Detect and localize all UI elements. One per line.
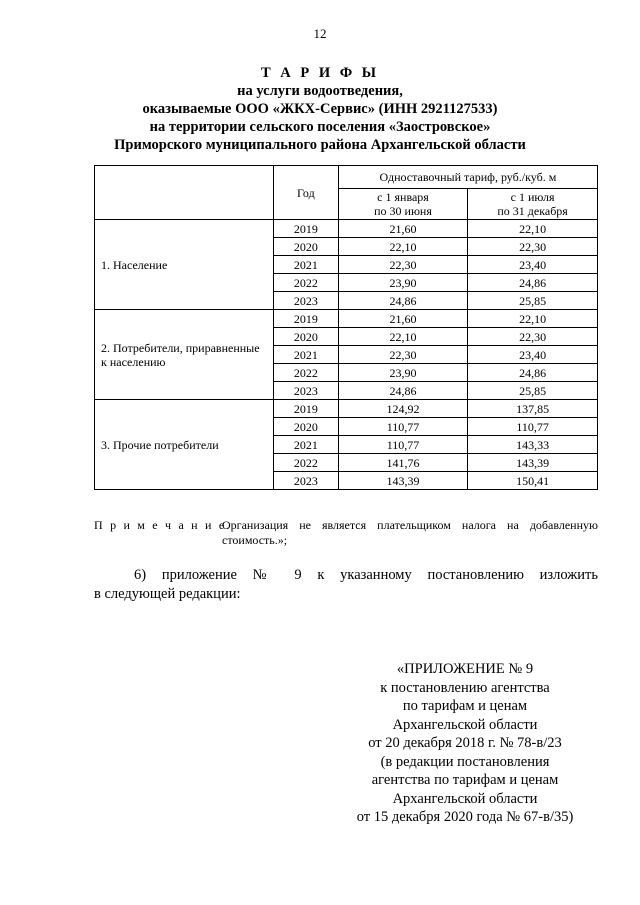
- tariff-h1-cell: 124,92: [338, 400, 467, 418]
- tariff-h2-cell: 137,85: [468, 400, 598, 418]
- year-cell: 2021: [274, 256, 339, 274]
- year-cell: 2023: [274, 472, 339, 490]
- header-period-1-line-1: с 1 января: [377, 190, 429, 204]
- appendix-line: Архангельской области: [392, 716, 538, 733]
- tariff-h2-cell: 25,85: [468, 382, 598, 400]
- year-cell: 2019: [274, 220, 339, 238]
- table-row: [95, 400, 598, 418]
- tariff-h2-cell: 23,40: [468, 346, 598, 364]
- tariff-h2-cell: 110,77: [468, 418, 598, 436]
- appendix-header: [310, 660, 620, 827]
- category-name-line: 2. Потребители, приравненные: [101, 340, 260, 355]
- year-cell: 2022: [274, 454, 339, 472]
- tariff-h1-cell: 143,39: [338, 472, 467, 490]
- tariff-h2-cell: 150,41: [468, 472, 598, 490]
- appendix-line: от 15 декабря 2020 года № 67-в/35): [356, 809, 574, 825]
- tariff-h1-cell: 110,77: [338, 436, 467, 454]
- amendment-paragraph: [94, 566, 598, 604]
- year-cell: 2020: [274, 418, 339, 436]
- year-cell: 2020: [274, 328, 339, 346]
- tariff-h2-cell: 143,39: [468, 454, 598, 472]
- tariff-h1-cell: 24,86: [338, 292, 467, 310]
- year-cell: 2019: [274, 310, 339, 328]
- tariff-h2-cell: 23,40: [468, 256, 598, 274]
- tariff-h1-cell: 141,76: [338, 454, 467, 472]
- title-line-1: Т А Р И Ф Ы: [260, 65, 380, 81]
- year-cell: 2021: [274, 436, 339, 454]
- category-name-line: 3. Прочие потребители: [101, 437, 219, 452]
- amendment-line-1: 6) приложение № 9 к указанному постановлению изложить: [134, 567, 598, 583]
- tariff-h1-cell: 24,86: [338, 382, 467, 400]
- tariff-h1-cell: 23,90: [338, 364, 467, 382]
- tariff-h1-cell: 23,90: [338, 274, 467, 292]
- table-row: [95, 220, 598, 238]
- category-name-line: 1. Население: [101, 257, 168, 272]
- header-period-2: [468, 189, 598, 220]
- tariff-h1-cell: 110,77: [338, 418, 467, 436]
- header-period-2-line-1: с 1 июля: [510, 190, 555, 204]
- year-cell: 2023: [274, 382, 339, 400]
- note-text: Организация не является плательщиком налога на добавленную стоимость.»;: [222, 518, 598, 547]
- appendix-line: от 20 декабря 2018 г. № 78-в/23: [368, 735, 562, 751]
- tariff-h2-cell: 24,86: [468, 274, 598, 292]
- appendix-line: (в редакции постановления: [380, 753, 550, 770]
- category-cell: [95, 400, 274, 490]
- year-cell: 2021: [274, 346, 339, 364]
- amendment-line-2: в следующей редакции:: [94, 586, 241, 602]
- tariff-h1-cell: 22,30: [338, 346, 467, 364]
- title-line-3: оказываемые ООО «ЖКХ-Сервис» (ИНН 2921127533): [142, 101, 498, 117]
- title-line-5: Приморского муниципального района Архангельской области: [114, 137, 526, 153]
- header-tariff: Одноставочный тариф, руб./куб. м: [338, 166, 597, 189]
- year-cell: 2020: [274, 238, 339, 256]
- note-label: П р и м е ч а н и е.: [94, 518, 232, 532]
- tariff-table: [94, 165, 598, 490]
- year-cell: 2019: [274, 400, 339, 418]
- appendix-line: к постановлению агентства: [380, 679, 550, 696]
- year-cell: 2023: [274, 292, 339, 310]
- tariff-h2-cell: 22,10: [468, 220, 598, 238]
- category-cell: [95, 220, 274, 310]
- tariff-h2-cell: 22,30: [468, 238, 598, 256]
- header-period-1: [338, 189, 467, 220]
- header-period-1-line-2: по 30 июня: [374, 204, 432, 218]
- category-cell: [95, 310, 274, 400]
- appendix-line: агентства по тарифам и ценам: [371, 772, 559, 788]
- tariff-h2-cell: 24,86: [468, 364, 598, 382]
- header-period-2-line-2: по 31 декабря: [497, 204, 568, 218]
- appendix-line: Архангельской области: [392, 790, 538, 807]
- tariff-h1-cell: 22,30: [338, 256, 467, 274]
- tariff-h1-cell: 22,10: [338, 328, 467, 346]
- title-line-4: на территории сельского поселения «Заостровское»: [149, 119, 491, 135]
- year-cell: 2022: [274, 364, 339, 382]
- table-row: [95, 310, 598, 328]
- tariff-h1-cell: 22,10: [338, 238, 467, 256]
- tariff-h1-cell: 21,60: [338, 220, 467, 238]
- tariff-h1-cell: 21,60: [338, 310, 467, 328]
- tariff-h2-cell: 143,33: [468, 436, 598, 454]
- category-name-line: к населению: [101, 354, 166, 369]
- year-cell: 2022: [274, 274, 339, 292]
- tariff-h2-cell: 25,85: [468, 292, 598, 310]
- title-line-2: на услуги водоотведения,: [237, 83, 403, 99]
- appendix-line: «ПРИЛОЖЕНИЕ № 9: [396, 661, 534, 677]
- tariff-table-body: [95, 220, 598, 490]
- document-title: [0, 64, 640, 154]
- tariff-h2-cell: 22,10: [468, 310, 598, 328]
- tariff-h2-cell: 22,30: [468, 328, 598, 346]
- page-number: 12: [313, 26, 327, 41]
- header-category: [95, 166, 274, 220]
- appendix-line: по тарифам и ценам: [402, 698, 528, 714]
- header-year: Год: [274, 166, 339, 220]
